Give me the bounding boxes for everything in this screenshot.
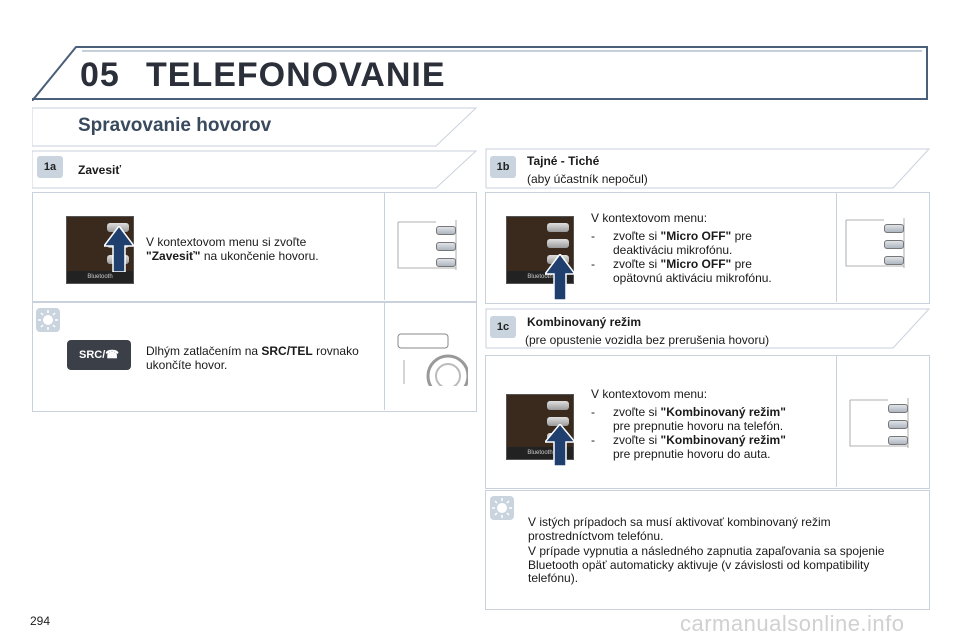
block-1c-item-1: - zvoľte si "Kombinovaný režim" pre prepnutie hovoru na telefón. [591, 405, 786, 433]
up-arrow-icon [545, 424, 575, 466]
src-tel-button: SRC/☎ [67, 340, 131, 370]
lightbulb-icon [36, 308, 60, 332]
divider [836, 193, 837, 302]
block-1b-item-1: - zvoľte si "Micro OFF" pre deaktiváciu mikrofónu. [591, 229, 752, 257]
up-arrow-icon [104, 226, 134, 272]
bluetooth-label: Bluetooth [507, 271, 573, 283]
bluetooth-label: Bluetooth [67, 271, 133, 283]
control-illustration [396, 218, 460, 272]
step-tag-1a: 1a [37, 156, 63, 178]
divider [384, 303, 385, 410]
block-1a-tip-text: Dlhým zatlačením na SRC/TEL rovnako ukončíte hovor. [146, 344, 359, 372]
chapter-number: 05 [80, 56, 120, 94]
block-1c-tip-p2: V prípade vypnutia a následného zapnutia zapaľovania sa spojenie Bluetooth opäť automaticky aktivuje (v závislosti od kompatibility telefónu). [528, 544, 885, 585]
page-number: 294 [30, 614, 51, 628]
control-illustration [844, 216, 908, 270]
block-1c-item-2: - zvoľte si "Kombinovaný režim" pre prepnutie hovoru do auta. [591, 433, 786, 461]
block-1b-subtitle: (aby účastník nepočul) [527, 172, 648, 186]
divider [384, 193, 385, 300]
steering-control-illustration [396, 330, 468, 386]
lightbulb-icon [490, 496, 514, 520]
block-1c-tip-p1: V istých prípadoch sa musí aktivovať kombinovaný režim prostredníctvom telefónu. [528, 515, 831, 543]
step-tag-1c: 1c [490, 316, 516, 338]
up-arrow-icon [545, 254, 575, 300]
divider [836, 356, 837, 487]
section-title: Spravovanie hovorov [78, 115, 272, 136]
block-1c-title: Kombinovaný režim [527, 315, 642, 329]
block-1b-item-2: - zvoľte si "Micro OFF" pre opätovnú aktiváciu mikrofónu. [591, 257, 772, 285]
block-1b-title: Tajné - Tiché [527, 154, 600, 168]
block-1a-title: Zavesiť [78, 163, 122, 177]
step-tag-1b: 1b [490, 156, 516, 178]
block-1c-intro: V kontextovom menu: [591, 387, 708, 401]
chapter-title: TELEFONOVANIE [146, 56, 446, 94]
watermark: carmanualsonline.info [680, 611, 905, 636]
block-1b-intro: V kontextovom menu: [591, 211, 708, 225]
block-1a-instruction: V kontextovom menu si zvoľte "Zavesiť" na ukončenie hovoru. [146, 235, 319, 263]
bluetooth-label: Bluetooth [507, 447, 573, 459]
block-1c-subtitle: (pre opustenie vozidla bez prerušenia hovoru) [525, 333, 770, 347]
control-illustration [848, 396, 912, 450]
